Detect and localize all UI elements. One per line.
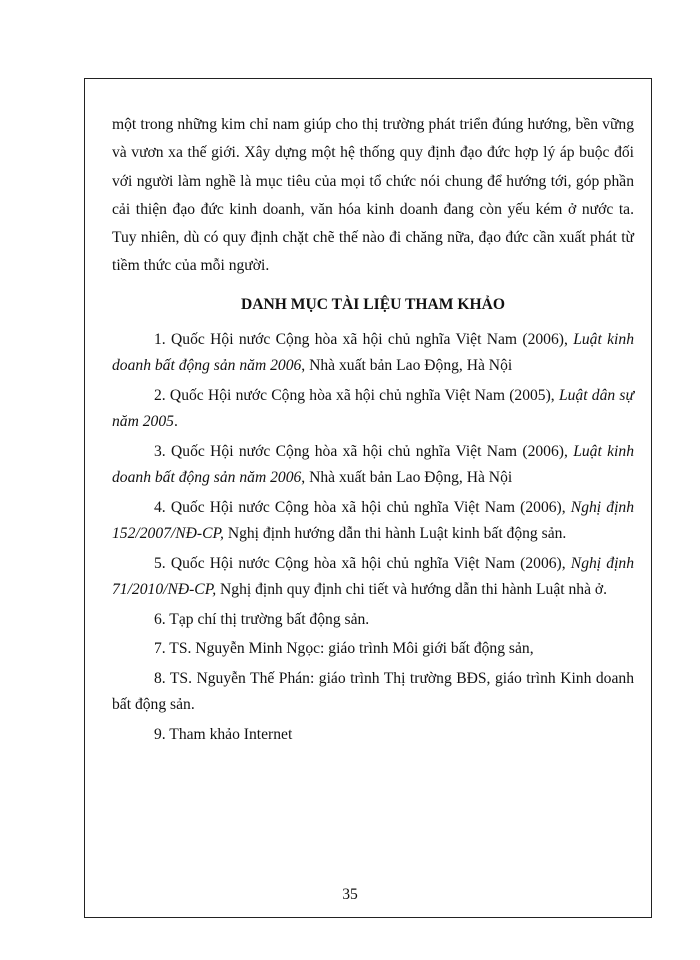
reference-publisher: , Nhà xuất bản Lao Động, Hà Nội — [301, 469, 513, 487]
reference-list — [112, 327, 634, 749]
reference-text: 1. Quốc Hội nước Cộng hòa xã hội chủ nghĩa Việt Nam (2006), — [154, 330, 574, 348]
reference-text: 5. Quốc Hội nước Cộng hòa xã hội chủ nghĩa Việt Nam (2006), — [154, 554, 571, 572]
references-heading: DANH MỤC TÀI LIỆU THAM KHẢO — [240, 295, 506, 313]
reference-item — [112, 551, 634, 604]
reference-publisher: , Nhà xuất bản Lao Động, Hà Nội — [301, 357, 513, 375]
document-body — [112, 111, 634, 751]
reference-publisher: Nghị định quy định chi tiết và hướng dẫn thi hành Luật nhà ở. — [216, 581, 608, 599]
reference-title: Luật dân sự năm 2005 — [112, 386, 634, 431]
reference-publisher: . — [173, 413, 178, 431]
page-number: 35 — [342, 886, 358, 903]
reference-item — [112, 666, 634, 719]
reference-text: 4. Quốc Hội nước Cộng hòa xã hội chủ nghĩa Việt Nam (2006), — [154, 498, 571, 516]
reference-item — [112, 439, 634, 492]
reference-title: Luật kinh doanh bất động sản năm 2006 — [112, 330, 634, 375]
reference-text: 6. Tạp chí thị trường bất động sản. — [154, 610, 370, 628]
reference-title: Nghị định 152/2007/NĐ-CP, — [112, 498, 635, 543]
reference-title: Nghị định 71/2010/NĐ-CP, — [112, 554, 635, 599]
reference-item — [112, 636, 634, 663]
reference-title: Luật kinh doanh bất động sản năm 2006 — [112, 442, 634, 487]
reference-item — [112, 607, 634, 634]
reference-item — [112, 327, 634, 380]
reference-text: 2. Quốc Hội nước Cộng hòa xã hội chủ nghĩa Việt Nam (2005), — [154, 386, 559, 404]
body-paragraph: một trong những kim chỉ nam giúp cho thị trường phát triển đúng hướng, bền vững và vươn xa thế giới. Xây dựng một hệ thống quy định đạo đức hợp lý áp buộc đối với người làm nghề là mục tiêu của mọi tổ chức nói chung để hướng tới, góp phần cải thiện đạo đức kinh doanh, văn hóa kinh doanh đang còn yếu kém ở nước ta. Tuy nhiên, dù có quy định chặt chẽ thế nào đi chăng nữa, đạo đức cần xuất phát từ tiềm thức của mỗi người. — [112, 116, 634, 275]
reference-publisher: Nghị định hướng dẫn thi hành Luật kinh bất động sản. — [223, 525, 567, 543]
reference-text: 3. Quốc Hội nước Cộng hòa xã hội chủ nghĩa Việt Nam (2006), — [154, 442, 574, 460]
reference-text: 8. TS. Nguyễn Thế Phán: giáo trình Thị trường BĐS, giáo trình Kinh doanh bất động sản. — [112, 669, 634, 714]
reference-item — [112, 383, 634, 436]
reference-text: 9. Tham khảo Internet — [154, 725, 293, 743]
reference-text: 7. TS. Nguyễn Minh Ngọc: giáo trình Môi giới bất động sản, — [154, 640, 534, 658]
reference-item — [112, 495, 634, 548]
reference-item — [112, 722, 634, 749]
